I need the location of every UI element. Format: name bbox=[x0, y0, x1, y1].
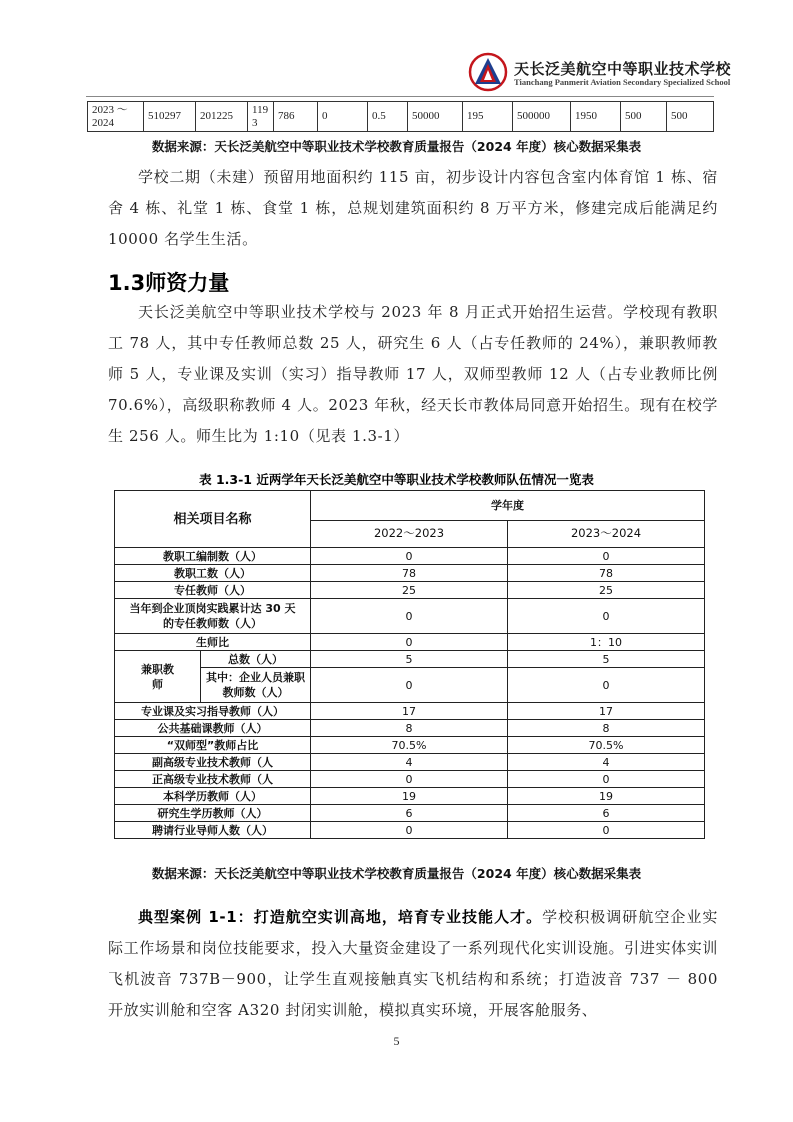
table-row bbox=[115, 737, 705, 754]
header-rule bbox=[86, 96, 714, 97]
teacher-table bbox=[114, 490, 705, 839]
row-label: 总数（人） bbox=[201, 651, 311, 668]
table-cell: 500 bbox=[667, 102, 714, 132]
row-label: 教职工数（人） bbox=[115, 565, 311, 582]
row-value: 0 bbox=[311, 668, 508, 703]
table-row bbox=[115, 754, 705, 771]
row-label: 专业课及实习指导教师（人） bbox=[115, 703, 311, 720]
row-label: 副高级专业技术教师（人 bbox=[115, 754, 311, 771]
row-value: 0 bbox=[311, 771, 508, 788]
paragraph-text: 学校二期（未建）预留用地面积约 115 亩，初步设计内容包含室内体育馆 1 栋、宿舍 4 栋、礼堂 1 栋、食堂 1 栋，总规划建筑面积约 8 万平方米，修建完成后能满足约 10000 名学生生活。 bbox=[108, 168, 718, 248]
row-value: 6 bbox=[508, 805, 705, 822]
table-row bbox=[115, 599, 705, 634]
case-study-paragraph bbox=[108, 902, 718, 1026]
row-value: 8 bbox=[311, 720, 508, 737]
row-value: 19 bbox=[311, 788, 508, 805]
row-value: 25 bbox=[508, 582, 705, 599]
top-data-table bbox=[87, 101, 714, 132]
table-cell: 1193 bbox=[248, 102, 274, 132]
row-value: 4 bbox=[311, 754, 508, 771]
row-value: 25 bbox=[311, 582, 508, 599]
section-title: 1.3师资力量 bbox=[108, 271, 230, 295]
header-year: 学年度 bbox=[311, 491, 705, 521]
header-item: 相关项目名称 bbox=[115, 491, 311, 548]
table-cell: 201225 bbox=[196, 102, 248, 132]
table-row bbox=[115, 788, 705, 805]
header-year-1: 2022～2023 bbox=[311, 520, 508, 547]
table-cell: 2023 ～2024 bbox=[88, 102, 144, 132]
row-label: 当年到企业顶岗实践累计达 30 天的专任教师数（人） bbox=[115, 599, 311, 634]
case-study-text bbox=[108, 902, 718, 1026]
table-caption: 表 1.3-1 近两学年天长泛美航空中等职业技术学校教师队伍情况一览表 bbox=[199, 472, 594, 487]
table-row bbox=[88, 102, 714, 132]
row-value: 0 bbox=[508, 822, 705, 839]
table-row bbox=[115, 703, 705, 720]
row-value: 8 bbox=[508, 720, 705, 737]
table-cell: 500 bbox=[621, 102, 667, 132]
part-time-group-label: 兼职教师 bbox=[115, 651, 201, 703]
table-cell: 1950 bbox=[571, 102, 621, 132]
school-triangle-logo bbox=[468, 52, 508, 92]
row-label: 生师比 bbox=[115, 634, 311, 651]
source-note: 数据来源：天长泛美航空中等职业技术学校教育质量报告（2024 年度）核心数据采集表 bbox=[151, 139, 642, 154]
row-value: 4 bbox=[508, 754, 705, 771]
school-name-en: Tianchang Panmerit Aviation Secondary Specialized School bbox=[514, 77, 731, 87]
row-value: 0 bbox=[508, 771, 705, 788]
table-cell: 510297 bbox=[144, 102, 196, 132]
table-row bbox=[115, 582, 705, 599]
table-cell: 195 bbox=[463, 102, 513, 132]
row-label: “双师型”教师占比 bbox=[115, 737, 311, 754]
row-value: 0 bbox=[311, 548, 508, 565]
source-note: 数据来源：天长泛美航空中等职业技术学校教育质量报告（2024 年度）核心数据采集表 bbox=[151, 866, 642, 881]
table-row bbox=[115, 805, 705, 822]
row-label: 专任教师（人） bbox=[115, 582, 311, 599]
table-cell: 0 bbox=[318, 102, 368, 132]
table-header-row bbox=[115, 491, 705, 521]
row-value: 6 bbox=[311, 805, 508, 822]
table-cell: 50000 bbox=[408, 102, 463, 132]
page-number: 5 bbox=[393, 1034, 400, 1048]
row-label: 正高级专业技术教师（人 bbox=[115, 771, 311, 788]
row-value: 0 bbox=[311, 634, 508, 651]
table-cell: 786 bbox=[274, 102, 318, 132]
row-value: 19 bbox=[508, 788, 705, 805]
row-label: 聘请行业导师人数（人） bbox=[115, 822, 311, 839]
row-value: 78 bbox=[311, 565, 508, 582]
row-value: 70.5% bbox=[311, 737, 508, 754]
case-study-body: 学校积极调研航空企业实际工作场景和岗位技能要求，投入大量资金建设了一系列现代化实训设施。引进实体实训飞机波音 737B－900，让学生直观接触真实飞机结构和系统；打造波音 737 － 800 开放实训舱和空客 A320 封闭实训舱，模拟真实环境，开展客舱服务、 bbox=[108, 908, 718, 1019]
row-value: 0 bbox=[311, 599, 508, 634]
row-label: 教职工编制数（人） bbox=[115, 548, 311, 565]
header-year-2: 2023～2024 bbox=[508, 520, 705, 547]
table-row bbox=[115, 565, 705, 582]
table-row bbox=[115, 651, 705, 668]
row-label: 其中：企业人员兼职教师数（人） bbox=[201, 668, 311, 703]
row-value: 17 bbox=[311, 703, 508, 720]
row-value: 0 bbox=[311, 822, 508, 839]
table-row bbox=[115, 822, 705, 839]
table-row bbox=[115, 720, 705, 737]
school-name-cn: 天长泛美航空中等职业技术学校 bbox=[514, 60, 732, 78]
table-row bbox=[115, 668, 705, 703]
row-value: 70.5% bbox=[508, 737, 705, 754]
table-cell: 500000 bbox=[513, 102, 571, 132]
row-value: 17 bbox=[508, 703, 705, 720]
row-label: 本科学历教师（人） bbox=[115, 788, 311, 805]
table-row bbox=[115, 548, 705, 565]
row-value: 0 bbox=[508, 668, 705, 703]
row-value: 78 bbox=[508, 565, 705, 582]
case-study-title: 典型案例 1-1：打造航空实训高地，培育专业技能人才。 bbox=[138, 908, 543, 926]
teachers-paragraph bbox=[108, 297, 718, 452]
row-value: 0 bbox=[508, 599, 705, 634]
row-label: 研究生学历教师（人） bbox=[115, 805, 311, 822]
table-row bbox=[115, 771, 705, 788]
row-value: 5 bbox=[508, 651, 705, 668]
row-value: 0 bbox=[508, 548, 705, 565]
paragraph-text: 天长泛美航空中等职业技术学校与 2023 年 8 月正式开始招生运营。学校现有教职工 78 人，其中专任教师总数 25 人，研究生 6 人（占专任教师的 24%），兼职教师教师 5 人，专业课及实训（实习）指导教师 17 人，双师型教师 12 人（占专业教师比例 70.6%），高级职称教师 4 人。2023 年秋，经天长市教体局同意开始招生。现有在校学生 256 人。师生比为 1:10（见表 1.3-1） bbox=[108, 303, 718, 445]
row-value: 5 bbox=[311, 651, 508, 668]
campus-paragraph bbox=[108, 162, 718, 255]
table-cell: 0.5 bbox=[368, 102, 408, 132]
row-value: 1：10 bbox=[508, 634, 705, 651]
row-label: 公共基础课教师（人） bbox=[115, 720, 311, 737]
table-row bbox=[115, 634, 705, 651]
